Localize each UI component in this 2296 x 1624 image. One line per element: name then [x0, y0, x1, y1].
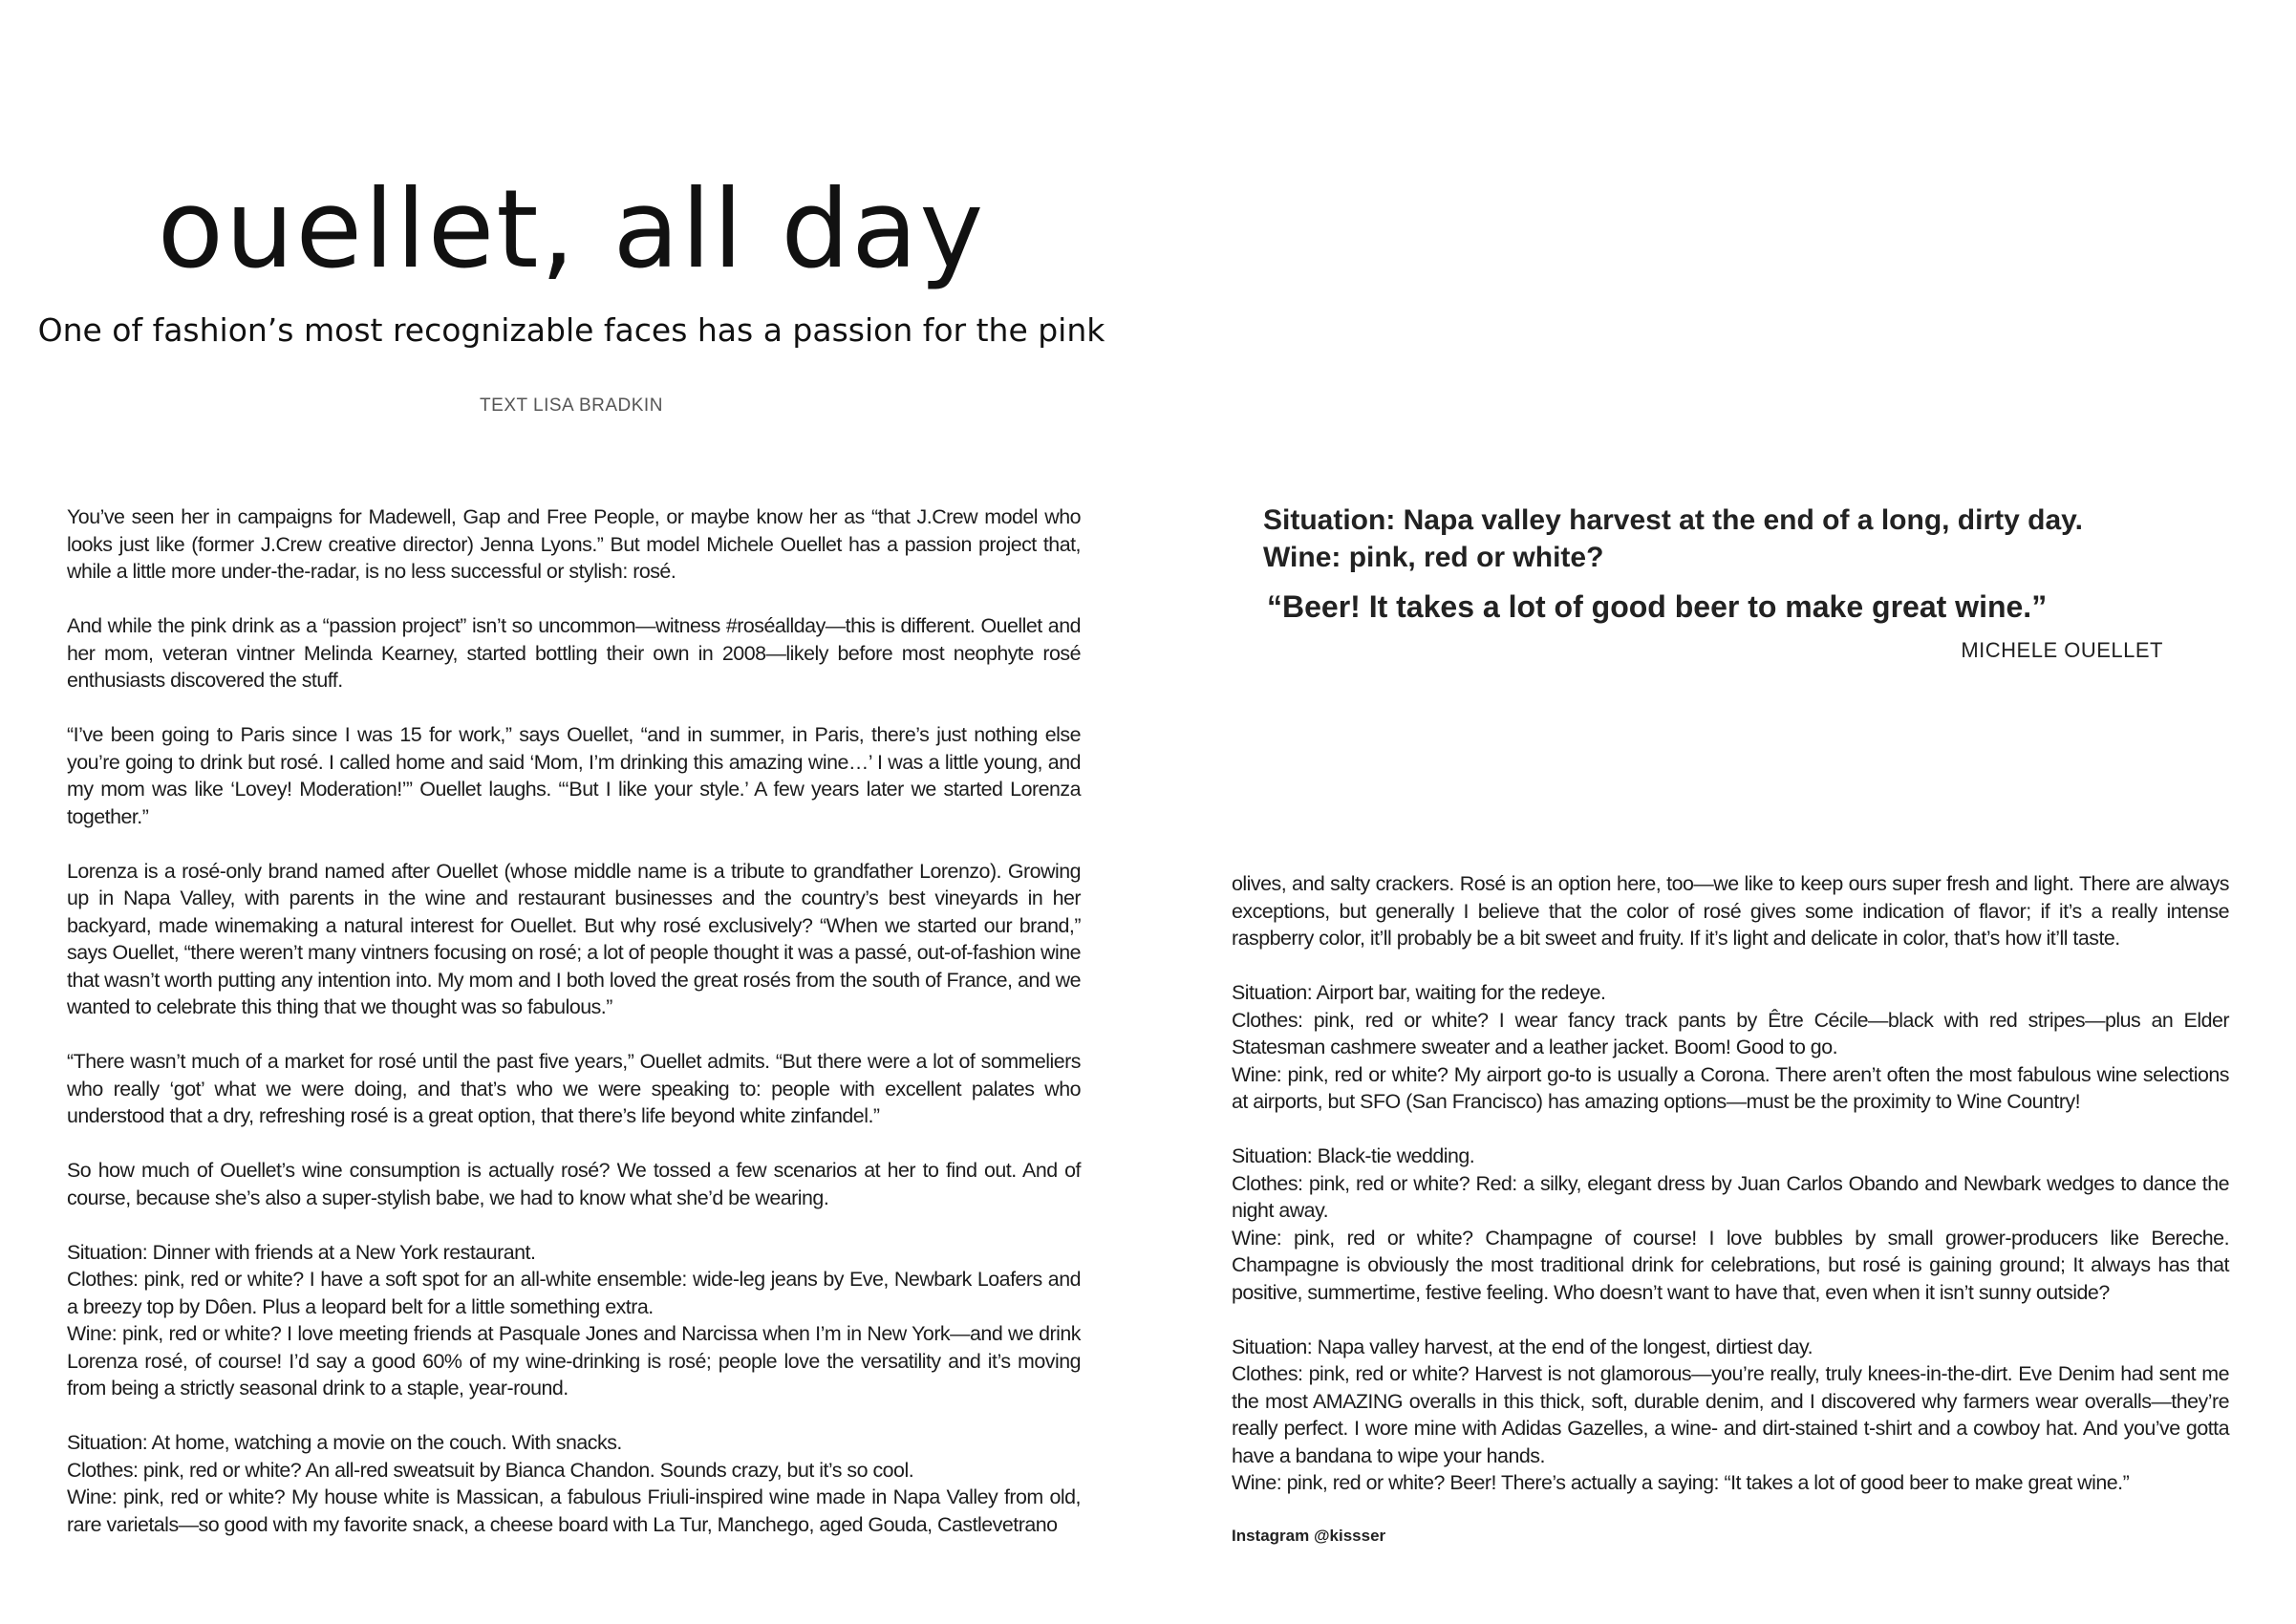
- wine-text: Beer! There’s actually a saying: “It takes a lot of good beer to make great wine.”: [1444, 1471, 2130, 1494]
- qa-block-harvest: [1232, 1334, 2229, 1497]
- wine-answer: [67, 1320, 1081, 1402]
- clothes-answer: [67, 1457, 1081, 1485]
- wine-label: Wine: pink, red or white?: [1232, 1062, 1448, 1086]
- clothes-answer: [1232, 1360, 2229, 1469]
- clothes-label: Clothes: pink, red or white?: [67, 1268, 304, 1291]
- wine-text: My airport go-to is usually a Corona. There aren’t often the most fabulous wine selections at airports, but SFO (San Francisco) has amazing options—must be the proximity to Wine Country!: [1232, 1062, 2229, 1113]
- wine-answer: [1232, 1225, 2229, 1307]
- article-subtitle: One of fashion’s most recognizable faces has a passion for the pink: [37, 311, 1105, 349]
- body-paragraph: “I’ve been going to Paris since I was 15 for work,” says Ouellet, “and in summer, in Paris, there’s just nothing else you’re going to drink but rosé. I called home and said ‘Mom, I’m drinking this amazing wine…’ I was a little young, and my mom was like ‘Lovey! Moderation!’” Ouellet laughs. “‘But I like your style.’ A few years later we started Lorenza together.”: [67, 723, 1081, 828]
- clothes-text: I have a soft spot for an all-white ensemble: wide-leg jeans by Eve, Newbark Loafers and a breezy top by Dôen. Plus a leopard belt for a little something extra.: [67, 1268, 1081, 1318]
- wine-label: Wine: pink, red or white?: [67, 1322, 282, 1345]
- clothes-label: Clothes: pink, red or white?: [1232, 1008, 1489, 1032]
- clothes-text: Harvest is not glamorous—you’re really, truly knees-in-the-dirt. Eve Denim had sent me the most AMAZING overalls in this thick, soft, durable denim, and I discovered why farmers wear overalls—they’re really perfect. I wore mine with Adidas Gazelles, a wine- and dirt-stained t-shirt and a cowboy hat. And you’ve gotta have a bandana to wipe your hands.: [1232, 1362, 2229, 1467]
- clothes-label: Clothes: pink, red or white?: [67, 1458, 302, 1482]
- wine-text: Champagne of course! I love bubbles by small grower-producers like Bereche. Champagne is obviously the most traditional drink for celebrations, but rosé is gaining ground; It always has that positive, summertime, festive feeling. Who doesn’t want to have that, even when it isn’t sunny outside?: [1232, 1226, 2230, 1304]
- pull-quote-situation: Situation: Napa valley harvest at the end of a long, dirty day.: [1263, 504, 2083, 536]
- body-paragraph: Lorenza is a rosé-only brand named after Ouellet (whose middle name is a tribute to grandfather Lorenzo). Growing up in Napa Valley, with parents in the wine and restaurant businesses and the country’s best vineyards in her backyard, made winemaking a natural interest for Ouellet. But why rosé exclusively? “When we started our brand,” says Ouellet, “there weren’t many vintners focusing on rosé; a lot of people thought it was a passé, out-of-fashion wine that wasn’t worth putting any intention into. My mom and I both loved the great rosés from the south of France, and we wanted to celebrate this thing that we thought was so fabulous.”: [67, 859, 1081, 1018]
- body-paragraph: And while the pink drink as a “passion project” isn’t so uncommon—witness #roséallday—this is different. Ouellet and her mom, veteran vintner Melinda Kearney, started bottling their own in 2008—likely before most neophyte rosé enthusiasts discovered the stuff.: [67, 614, 1081, 692]
- qa-block-airport: [1232, 979, 2229, 1116]
- situation-line: Situation: At home, watching a movie on the couch. With snacks.: [67, 1431, 622, 1454]
- clothes-label: Clothes: pink, red or white?: [1232, 1362, 1470, 1385]
- situation-line: Situation: Black-tie wedding.: [1232, 1144, 1475, 1167]
- pull-quote: “Beer! It takes a lot of good beer to make great wine.”: [1267, 589, 2048, 624]
- byline: TEXT LISA BRADKIN: [480, 395, 663, 416]
- qa-block-wedding: [1232, 1143, 2229, 1306]
- left-column: [67, 503, 1081, 1538]
- wine-answer: [1232, 1469, 2229, 1497]
- wine-answer: [1232, 1061, 2229, 1116]
- situation-line: Situation: Napa valley harvest, at the end of the longest, dirtiest day.: [1232, 1335, 1813, 1358]
- wine-label: Wine: pink, red or white?: [1232, 1226, 1473, 1250]
- article-title: ouellet, all day: [157, 166, 986, 292]
- body-paragraph: olives, and salty crackers. Rosé is an option here, too—we like to keep ours super fresh and light. There are always exceptions, but generally I believe that the color of rosé gives some indication of flavor; if it’s a really intense raspberry color, it’ll probably be a bit sweet and fruity. If it’s light and delicate in color, that’s how it’ll taste.: [1232, 872, 2229, 950]
- body-paragraph: So how much of Ouellet’s wine consumption is actually rosé? We tossed a few scenarios at her to find out. And of course, because she’s also a super-stylish babe, we had to know what she’d be wearing.: [67, 1159, 1081, 1209]
- body-paragraph: You’ve seen her in campaigns for Madewell, Gap and Free People, or maybe know her as “that J.Crew model who looks just like (former J.Crew creative director) Jenna Lyons.” But model Michele Ouellet has a passion project that, while a little more under-the-radar, is no less successful or stylish: rosé.: [67, 505, 1081, 583]
- wine-answer: [67, 1484, 1081, 1538]
- wine-text: My house white is Massican, a fabulous Friuli-inspired wine made in Napa Valley from old, rare varietals—so good with my favorite snack, a cheese board with La Tur, Manchego, aged Gouda, Castlevetrano: [67, 1485, 1081, 1536]
- clothes-answer: [1232, 1170, 2229, 1225]
- clothes-text: An all-red sweatsuit by Bianca Chandon. Sounds crazy, but it’s so cool.: [301, 1458, 914, 1482]
- pull-quote-header: [1263, 502, 2219, 576]
- situation-line: Situation: Dinner with friends at a New York restaurant.: [67, 1240, 536, 1264]
- pull-quote-attribution: MICHELE OUELLET: [1961, 638, 2163, 662]
- situation-line: Situation: Airport bar, waiting for the redeye.: [1232, 981, 1606, 1004]
- qa-block-dinner: [67, 1239, 1081, 1402]
- qa-block-home: [67, 1429, 1081, 1538]
- clothes-label: Clothes: pink, red or white?: [1232, 1171, 1470, 1195]
- wine-text: I love meeting friends at Pasquale Jones and Narcissa when I’m in New York—and we drink Lorenza rosé, of course! I’d say a good 60% of my wine-drinking is rosé; people love the versatility and it’s moving from being a strictly seasonal drink to a staple, year-round.: [67, 1322, 1082, 1400]
- clothes-answer: [1232, 1007, 2229, 1061]
- body-paragraph: “There wasn’t much of a market for rosé until the past five years,” Ouellet admits. “But there were a lot of sommeliers who really ‘got’ what we were doing, and that’s who we were speaking to: people with excellent palates who understood that a dry, refreshing rosé is a great option, that there’s life beyond white zinfandel.”: [67, 1050, 1081, 1127]
- wine-label: Wine: pink, red or white?: [1232, 1471, 1445, 1494]
- clothes-answer: [67, 1266, 1081, 1320]
- wine-label: Wine: pink, red or white?: [67, 1485, 286, 1508]
- clothes-text: I wear fancy track pants by Être Cécile—black with red stripes—plus an Elder Statesman cashmere sweater and a leather jacket. Boom! Good to go.: [1232, 1008, 2229, 1058]
- right-column: [1232, 870, 2229, 1497]
- pull-quote-question: Wine: pink, red or white?: [1263, 542, 1604, 573]
- instagram-credit: Instagram @kissser: [1232, 1527, 1386, 1545]
- clothes-text: Red: a silky, elegant dress by Juan Carlos Obando and Newbark wedges to dance the night away.: [1232, 1171, 2229, 1222]
